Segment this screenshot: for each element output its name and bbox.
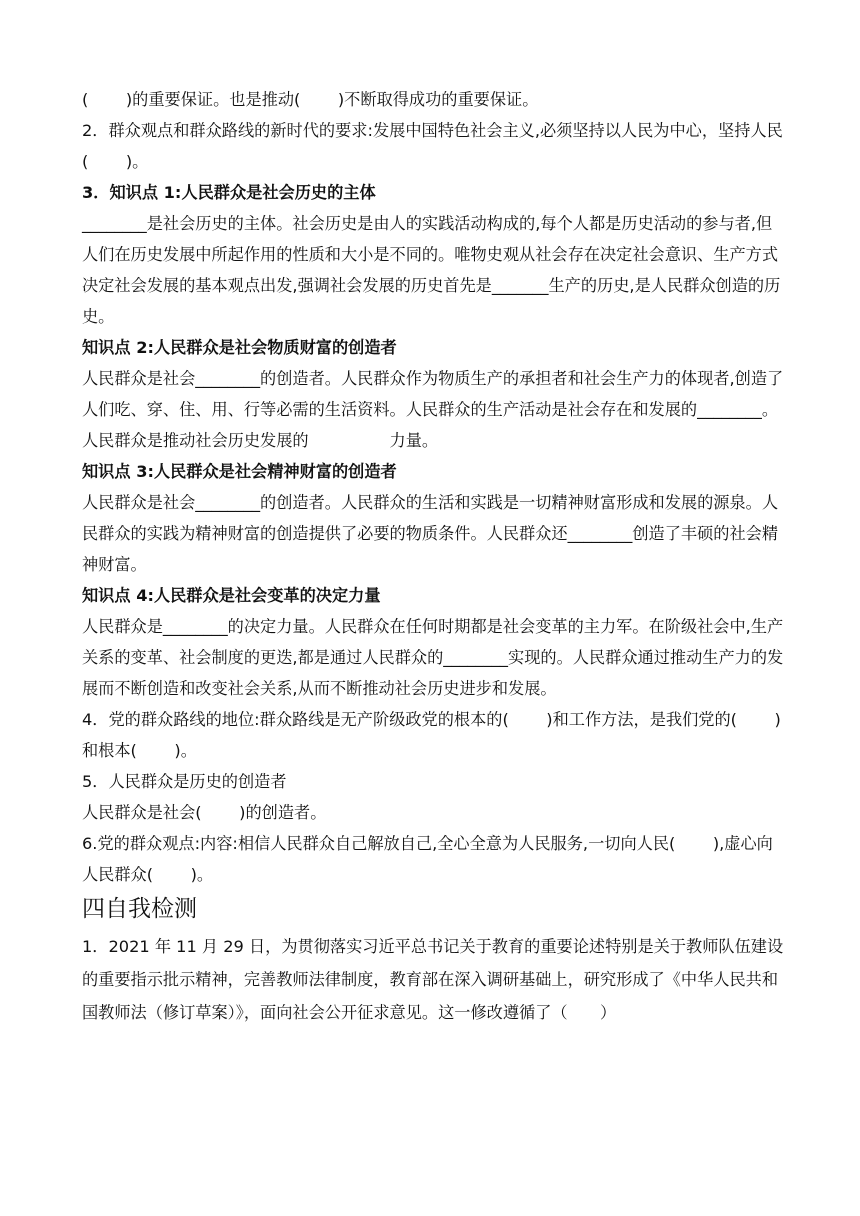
document-page — [82, 84, 784, 1029]
text-line-6: 6.党的群众观点:内容:相信人民群众自己解放自己,全心全意为人民服务,一切向人民( ),虚心向人民群众( )。 — [82, 834, 773, 884]
knowledge-point-1-heading: 3．知识点 1:人民群众是社会历史的主体 — [82, 183, 376, 202]
knowledge-point-3-body: 人民群众是社会________的创造者。人民群众的生活和实践是一切精神财富形成和发展的源泉。人民群众的实践为精神财富的创造提供了必要的物质条件。人民群众还________创造了丰硕的社会精神财富。 — [82, 493, 779, 574]
text-line-5-body: 人民群众是社会( )的创造者。 — [82, 803, 327, 822]
knowledge-point-1-body: ________是社会历史的主体。社会历史是由人的实践活动构成的,每个人都是历史活动的参与者,但人们在历史发展中所起作用的性质和大小是不同的。唯物史观从社会存在决定社会意识、生产方式决定社会发展的基本观点出发,强调社会发展的历史首先是_______生产的历史,是人民群众创造的历史。 — [82, 214, 781, 326]
text-line-2: 2．群众观点和群众路线的新时代的要求:发展中国特色社会主义,必须坚持以人民为中心，坚持人民( )。 — [82, 121, 783, 171]
knowledge-point-2-body: 人民群众是社会________的创造者。人民群众作为物质生产的承担者和社会生产力的体现者,创造了人们吃、穿、住、用、行等必需的生活资料。人民群众的生产活动是社会存在和发展的________。人民群众是推动社会历史发展的 力量。 — [82, 369, 784, 450]
text-line-4: 4．党的群众路线的地位:群众路线是无产阶级政党的根本的( )和工作方法，是我们党的( )和根本( )。 — [82, 710, 781, 760]
section-heading: 四自我检测 — [82, 896, 197, 922]
text-line-5: 5．人民群众是历史的创造者 — [82, 772, 287, 791]
question-1: 1．2021 年 11 月 29 日，为贯彻落实习近平总书记关于教育的重要论述特别是关于教师队伍建设的重要指示批示精神，完善教师法律制度，教育部在深入调研基础上，研究形成了《中华人民共和国教师法（修订草案）》，面向社会公开征求意见。这一修改遵循了（ ） — [82, 937, 784, 1022]
knowledge-point-2-heading: 知识点 2:人民群众是社会物质财富的创造者 — [82, 338, 397, 357]
knowledge-point-3-heading: 知识点 3:人民群众是社会精神财富的创造者 — [82, 462, 397, 481]
knowledge-point-4-heading: 知识点 4:人民群众是社会变革的决定力量 — [82, 586, 381, 605]
knowledge-point-4-body: 人民群众是________的决定力量。人民群众在任何时期都是社会变革的主力军。在阶级社会中,生产关系的变革、社会制度的更迭,都是通过人民群众的________实现的。人民群众通过推动生产力的发展而不断创造和改变社会关系,从而不断推动社会历史进步和发展。 — [82, 617, 784, 698]
text-line-1: ( )的重要保证。也是推动( )不断取得成功的重要保证。 — [82, 90, 539, 109]
